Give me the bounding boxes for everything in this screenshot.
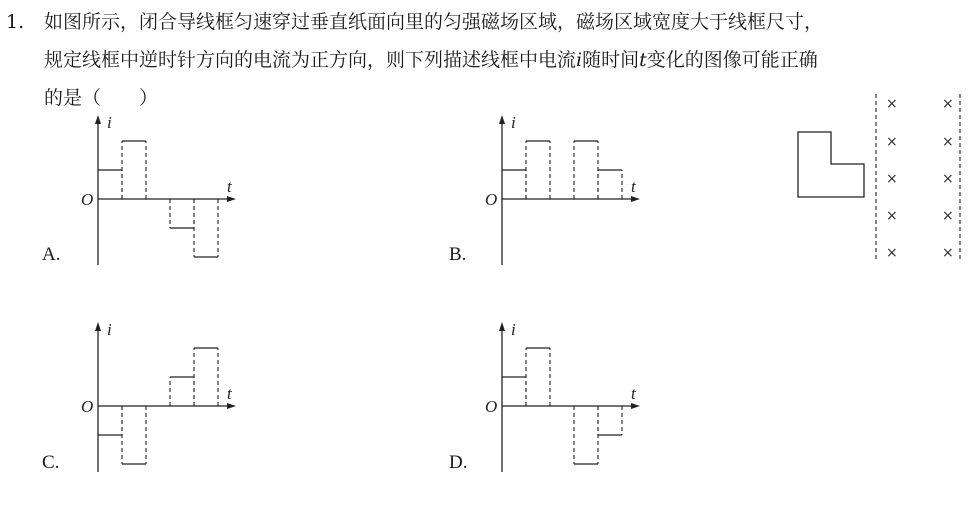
current-pulse bbox=[526, 348, 550, 406]
field-cross: × bbox=[942, 208, 954, 224]
current-pulse bbox=[194, 199, 218, 257]
option-d-label: D. bbox=[449, 452, 468, 473]
option-b-label: B. bbox=[449, 244, 467, 265]
question-line-2: 规定线框中逆时针方向的电流为正方向，则下列描述线框中电流i随时间t变化的图像可能正确 bbox=[44, 49, 818, 71]
option-c-label: C. bbox=[42, 452, 60, 473]
current-pulse bbox=[98, 170, 122, 199]
field-cross: × bbox=[942, 245, 954, 261]
y-axis-arrow bbox=[95, 322, 101, 331]
current-pulse bbox=[122, 141, 146, 199]
current-pulse bbox=[194, 348, 218, 406]
wire-frame-diagram bbox=[798, 132, 864, 197]
l-shaped-wire-frame bbox=[798, 132, 864, 197]
option-a-label: A. bbox=[42, 244, 61, 265]
x-axis-arrow bbox=[631, 196, 640, 202]
y-axis-label: i bbox=[511, 113, 516, 132]
var-i: i bbox=[576, 49, 583, 71]
current-pulse bbox=[122, 406, 146, 464]
x-axis-arrow bbox=[227, 403, 236, 409]
option-graphs bbox=[81, 113, 640, 472]
current-pulse bbox=[574, 406, 598, 464]
current-pulse bbox=[574, 141, 598, 199]
question-line-1: 如图所示，闭合导线框匀速穿过垂直纸面向里的匀强磁场区域，磁场区域宽度大于线框尺寸， bbox=[44, 11, 824, 33]
graph-option-d bbox=[485, 320, 640, 472]
field-cross: × bbox=[886, 171, 898, 187]
x-axis-arrow bbox=[631, 403, 640, 409]
y-axis-arrow bbox=[95, 115, 101, 124]
graph-option-b bbox=[485, 113, 640, 265]
y-axis-arrow bbox=[499, 322, 505, 331]
field-markers bbox=[886, 96, 954, 261]
magnetic-field-region bbox=[876, 94, 960, 262]
current-pulse bbox=[502, 377, 526, 406]
x-axis-label: t bbox=[227, 177, 232, 196]
field-cross: × bbox=[942, 134, 954, 150]
field-cross: × bbox=[886, 245, 898, 261]
field-cross: × bbox=[942, 171, 954, 187]
current-pulse bbox=[598, 170, 622, 199]
origin-label: O bbox=[485, 190, 498, 209]
y-axis-arrow bbox=[499, 115, 505, 124]
current-pulse bbox=[170, 377, 194, 406]
current-pulse bbox=[598, 406, 622, 435]
field-cross: × bbox=[886, 208, 898, 224]
graph-option-c bbox=[81, 320, 236, 472]
x-axis-label: t bbox=[631, 177, 636, 196]
question-number: 1. bbox=[6, 11, 25, 33]
current-pulse bbox=[526, 141, 550, 199]
y-axis-label: i bbox=[511, 320, 516, 339]
graph-option-a bbox=[81, 113, 236, 265]
y-axis-label: i bbox=[107, 320, 112, 339]
y-axis-label: i bbox=[107, 113, 112, 132]
var-t: t bbox=[639, 49, 647, 71]
current-pulse bbox=[170, 199, 194, 228]
field-cross: × bbox=[886, 134, 898, 150]
origin-label: O bbox=[485, 397, 498, 416]
x-axis-label: t bbox=[227, 384, 232, 403]
origin-label: O bbox=[81, 190, 94, 209]
current-pulse bbox=[98, 406, 122, 435]
field-cross: × bbox=[886, 96, 898, 112]
field-cross: × bbox=[942, 96, 954, 112]
question-line-3: 的是（ ） bbox=[44, 87, 159, 109]
origin-label: O bbox=[81, 397, 94, 416]
x-axis-arrow bbox=[227, 196, 236, 202]
x-axis-label: t bbox=[631, 384, 636, 403]
current-pulse bbox=[502, 170, 526, 199]
